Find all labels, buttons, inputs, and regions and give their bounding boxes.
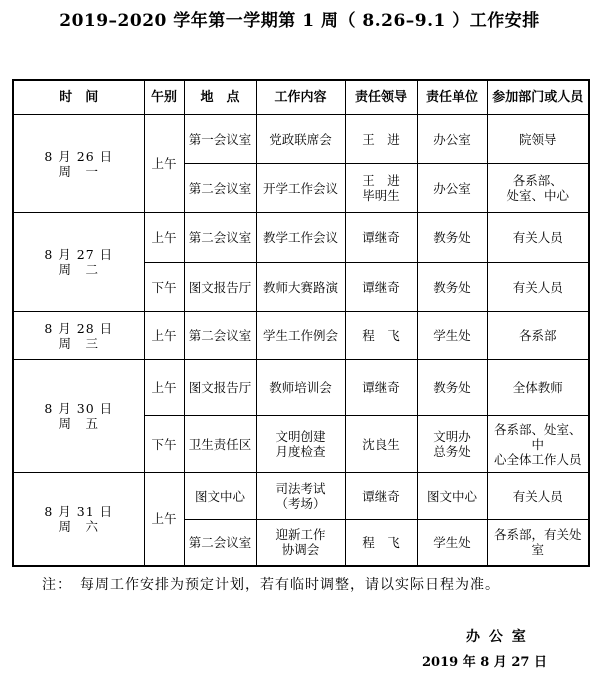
location-cell: 图文中心 bbox=[184, 473, 256, 520]
content-cell: 教师大赛路演 bbox=[256, 263, 345, 312]
header-unit: 责任单位 bbox=[417, 80, 487, 115]
table-row bbox=[13, 473, 589, 520]
participants-cell: 有关人员 bbox=[487, 473, 589, 520]
date-cell bbox=[13, 312, 144, 360]
date-cell bbox=[13, 360, 144, 473]
location-cell: 第二会议室 bbox=[184, 520, 256, 566]
content-cell: 司法考试 （考场） bbox=[256, 473, 345, 520]
location-cell: 卫生责任区 bbox=[184, 416, 256, 473]
header-period: 午别 bbox=[144, 80, 184, 115]
page-title: 2019–2020 学年第一学期第 1 周（ 8.26–9.1 ）工作安排 bbox=[59, 11, 540, 31]
unit-cell: 教务处 bbox=[417, 263, 487, 312]
participants-cell: 有关人员 bbox=[487, 263, 589, 312]
date-cell bbox=[13, 473, 144, 566]
leader-cell: 程 飞 bbox=[345, 520, 417, 566]
weekday-text: 周 六 bbox=[58, 518, 99, 534]
location-cell: 第一会议室 bbox=[184, 115, 256, 164]
weekday-text: 周 五 bbox=[58, 416, 99, 431]
period-cell: 下午 bbox=[144, 263, 184, 312]
leader-cell: 谭继奇 bbox=[345, 263, 417, 312]
location-cell: 第二会议室 bbox=[184, 164, 256, 213]
date-text: 8 月 30 日 bbox=[44, 401, 114, 416]
unit-cell: 学生处 bbox=[417, 520, 487, 566]
schedule-note: 注： 每周工作安排为预定计划，若有临时调整，请以实际日程为准。 bbox=[42, 577, 500, 593]
participants-cell: 各系部、处室、中 心全体工作人员 bbox=[487, 416, 589, 473]
issue-date: 2019 年 8 月 27 日 bbox=[422, 655, 547, 670]
unit-cell: 教务处 bbox=[417, 360, 487, 416]
date-cell bbox=[13, 213, 144, 312]
participants-cell: 有关人员 bbox=[487, 213, 589, 263]
unit-cell: 图文中心 bbox=[417, 473, 487, 520]
date-text: 8 月 27 日 bbox=[44, 247, 114, 262]
date-text: 8 月 26 日 bbox=[44, 148, 114, 164]
date-text: 8 月 31 日 bbox=[44, 503, 114, 519]
content-cell: 开学工作会议 bbox=[256, 164, 345, 213]
period-cell: 上午 bbox=[144, 360, 184, 416]
participants-cell: 各系部，有关处室 bbox=[487, 520, 589, 566]
header-time: 时 间 bbox=[13, 80, 144, 115]
unit-cell: 办公室 bbox=[417, 115, 487, 164]
leader-cell: 沈良生 bbox=[345, 416, 417, 473]
table-row bbox=[13, 213, 589, 263]
participants-cell: 全体教师 bbox=[487, 360, 589, 416]
leader-cell: 谭继奇 bbox=[345, 213, 417, 263]
date-text: 8 月 28 日 bbox=[44, 320, 114, 336]
period-cell: 上午 bbox=[144, 213, 184, 263]
location-cell: 第二会议室 bbox=[184, 312, 256, 360]
period-cell: 上午 bbox=[144, 473, 184, 566]
leader-cell: 王 进 bbox=[345, 115, 417, 164]
leader-cell: 谭继奇 bbox=[345, 473, 417, 520]
issuing-office: 办 公 室 bbox=[466, 629, 528, 645]
content-cell: 教学工作会议 bbox=[256, 213, 345, 263]
leader-cell: 程 飞 bbox=[345, 312, 417, 360]
period-cell: 上午 bbox=[144, 115, 184, 213]
header-leader: 责任领导 bbox=[345, 80, 417, 115]
table-row bbox=[13, 312, 589, 360]
location-cell: 图文报告厅 bbox=[184, 263, 256, 312]
weekday-text: 周 二 bbox=[58, 262, 99, 277]
content-cell: 文明创建 月度检查 bbox=[256, 416, 345, 473]
period-cell: 上午 bbox=[144, 312, 184, 360]
unit-cell: 文明办 总务处 bbox=[417, 416, 487, 473]
header-participants: 参加部门或人员 bbox=[487, 80, 589, 115]
content-cell: 迎新工作 协调会 bbox=[256, 520, 345, 566]
leader-cell: 王 进 毕明生 bbox=[345, 164, 417, 213]
header-content: 工作内容 bbox=[256, 80, 345, 115]
unit-cell: 教务处 bbox=[417, 213, 487, 263]
content-cell: 党政联席会 bbox=[256, 115, 345, 164]
header-location: 地 点 bbox=[184, 80, 256, 115]
table-header-row bbox=[13, 80, 589, 115]
location-cell: 第二会议室 bbox=[184, 213, 256, 263]
participants-cell: 各系部 bbox=[487, 312, 589, 360]
unit-cell: 办公室 bbox=[417, 164, 487, 213]
location-cell: 图文报告厅 bbox=[184, 360, 256, 416]
weekday-text: 周 三 bbox=[58, 335, 99, 351]
content-cell: 教师培训会 bbox=[256, 360, 345, 416]
date-cell bbox=[13, 115, 144, 213]
leader-cell: 谭继奇 bbox=[345, 360, 417, 416]
table-row bbox=[13, 115, 589, 164]
participants-cell: 院领导 bbox=[487, 115, 589, 164]
weekday-text: 周 一 bbox=[58, 163, 99, 179]
participants-cell: 各系部、 处室、中心 bbox=[487, 164, 589, 213]
unit-cell: 学生处 bbox=[417, 312, 487, 360]
schedule-table bbox=[12, 79, 590, 567]
period-cell: 下午 bbox=[144, 416, 184, 473]
content-cell: 学生工作例会 bbox=[256, 312, 345, 360]
table-row bbox=[13, 360, 589, 416]
